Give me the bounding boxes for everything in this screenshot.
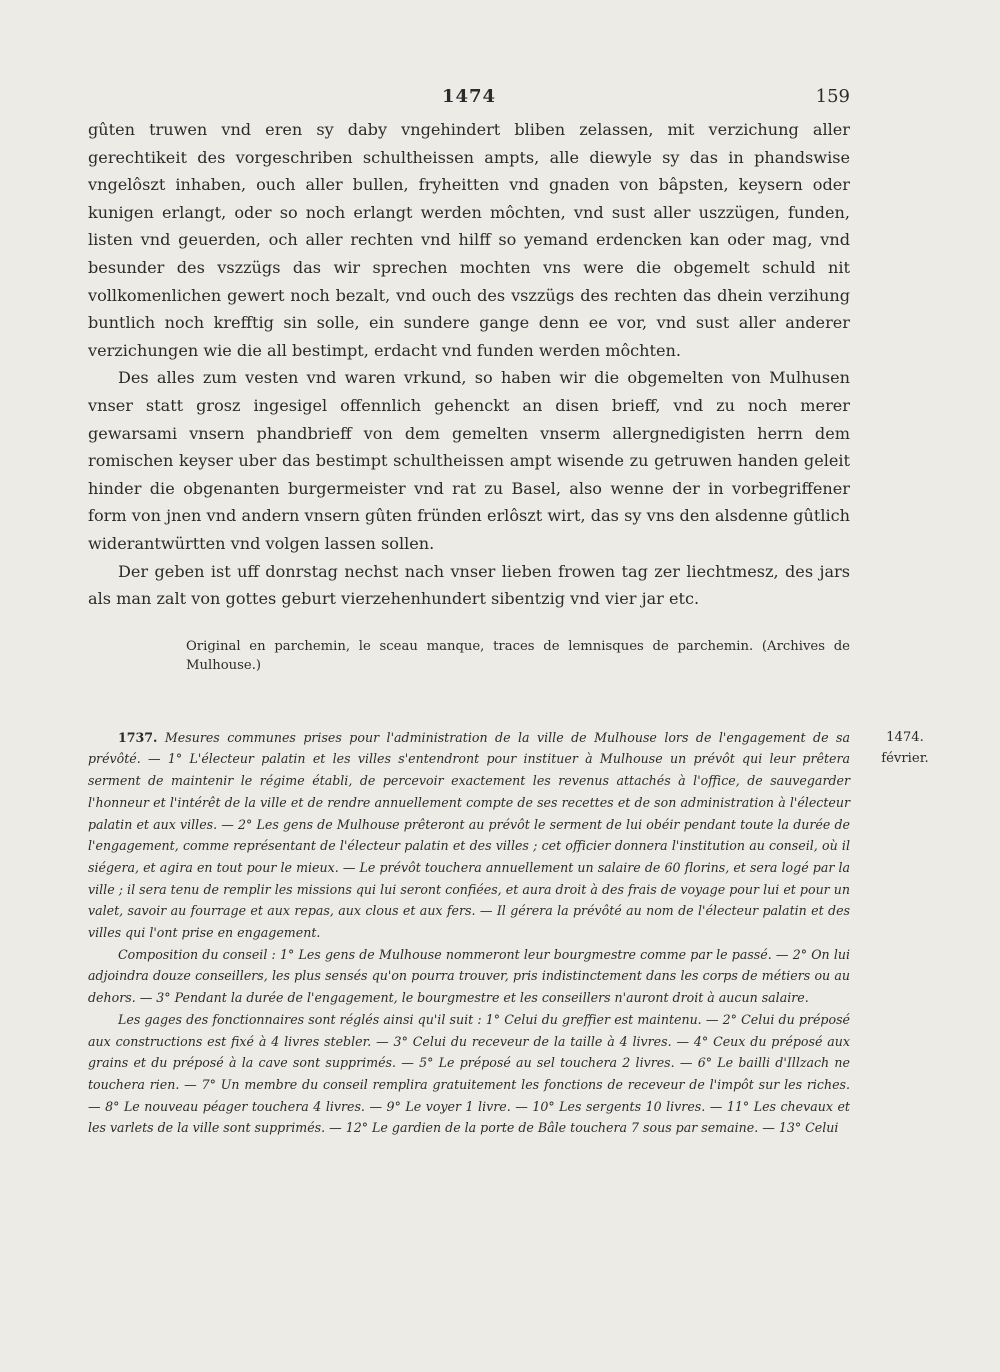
source-note: Original en parchemin, le sceau manque, traces de lemnisques de parchemin. (Archives de Mulhouse.) (186, 638, 850, 673)
page-header (88, 82, 850, 112)
entry-summary (88, 727, 850, 1139)
entry-paragraph-text: Mesures communes prises pour l'administration de la ville de Mulhouse lors de l'engagement de sa prévôté. — 1° L'électeur palatin et les villes s'entendront pour instituer à Mulhouse un prévôt qui leur prêtera serment de maintenir le régime établi, de percevoir exactement les revenus attachés à l'office, de sauvegarder l'honneur et l'intérêt de la ville et de rendre annuellement compte de ses recettes et de son administration à l'électeur palatin et aux villes. — 2° Les gens de Mulhouse prêteront au prévôt le serment de lui obéir pendant toute la durée de l'engagement, comme représentant de l'électeur palatin et des villes ; cet officier donnera l'institution au conseil, où il siégera, et agira en tout pour le mieux. — Le prévôt touchera annuellement un salaire de 60 florins, et sera logé par la ville ; il sera tenu de remplir les missions qui lui seront confiées, et aura droit à des frais de voyage pour lui et pour un valet, savoir au fourrage et aux repas, aux clous et aux fers. — Il gérera la prévôté au nom de l'électeur palatin et des villes qui l'ont prise en engagement. (88, 729, 850, 941)
margin-date (870, 727, 940, 770)
entry-paragraph: Composition du conseil : 1° Les gens de Mulhouse nommeront leur bourgmestre comme par le passé. — 2° On lui adjoindra douze conseillers, les plus sensés qu'on pourra trouver, pris indistinctement dans les corps de métiers ou au dehors. — 3° Pendant la durée de l'engagement, le bourgmestre et les conseillers n'auront droit à aucun salaire. (88, 946, 850, 1006)
charter-text (88, 116, 850, 613)
page-number: 159 (815, 86, 850, 107)
entry-number: 1737. (118, 729, 158, 745)
running-head-year: 1474 (441, 86, 497, 107)
entry-paragraph: Les gages des fonctionnaires sont réglés ainsi qu'il suit : 1° Celui du greffier est maintenu. — 2° Celui du préposé aux constructions est fixé à 4 livres stebler. — 3° Celui du receveur de la taille à 4 livres. — 4° Ceux du préposé aux grains et du préposé à la cave sont supprimés. — 5° Le préposé au sel touchera 2 livres. — 6° Le bailli d'Illzach ne touchera rien. — 7° Un membre du conseil remplira gratuitement les fonctions de receveur de l'impôt sur les riches. — 8° Le nouveau péager touchera 4 livres. — 9° Le voyer 1 livre. — 10° Les sergents 10 livres. — 11° Les chevaux et les varlets de la ville sont supprimés. — 12° Le gardien de la porte de Bâle touchera 7 sous par semaine. — 13° Celui (88, 1011, 850, 1136)
charter-paragraph: Des alles zum vesten vnd waren vrkund, so haben wir die obgemelten von Mulhusen vnser statt grosz ingesigel offennlich gehenckt an disen brieff, vnd zu noch merer gewarsami vnsern phandbrieff von dem gemelten vnserm allergnedigisten herrn dem romischen keyser uber das bestimpt schultheissen ampt wisende zu getruwen handen geleit hinder die obgenanten burgermeister vnd rat zu Basel, also wenne der in vorbegriffener form von jnen vnd andern vnsern gûten fründen erlôszt wirt, das sy vns den alsdenne gûtlich widerantwürtten vnd volgen lassen sollen. (88, 368, 850, 553)
charter-paragraph: Der geben ist uff donrstag nechst nach vnser lieben frowen tag zer liechtmesz, des jars als man zalt von gottes geburt vierzehenhundert sibentzig vnd vier jar etc. (88, 561, 850, 609)
margin-date-month: février. (881, 751, 929, 767)
charter-paragraph: gûten truwen vnd eren sy daby vngehindert bliben zelassen, mit verzichung aller gerechtikeit des vorgeschriben schultheissen ampts, alle diewyle sy das in phandswise vngelôszt inhaben, ouch aller bullen, fryheitten vnd gnaden von bâpsten, keysern oder kunigen erlangt, oder so noch erlangt werden môchten, vnd sust aller uszzügen, funden, listen vnd geuerden, och aller rechten vnd hilff so yemand erdencken kan oder mag, vnd besunder des vszzügs das wir sprechen mochten vns were die obgemelt schuld nit vollkomenlichen gewert noch bezalt, vnd ouch des vszzügs des rechten das dhein verzihung buntlich noch krefftig sin solle, ein sundere gange denn ee vor, vnd sust aller anderer verzichungen wie die all bestimpt, erdacht vnd funden werden môchten. (88, 120, 850, 360)
entry-1737 (88, 727, 929, 1139)
document-page (88, 82, 929, 1272)
entry-paragraph (88, 727, 850, 944)
margin-date-year: 1474. (886, 729, 924, 745)
